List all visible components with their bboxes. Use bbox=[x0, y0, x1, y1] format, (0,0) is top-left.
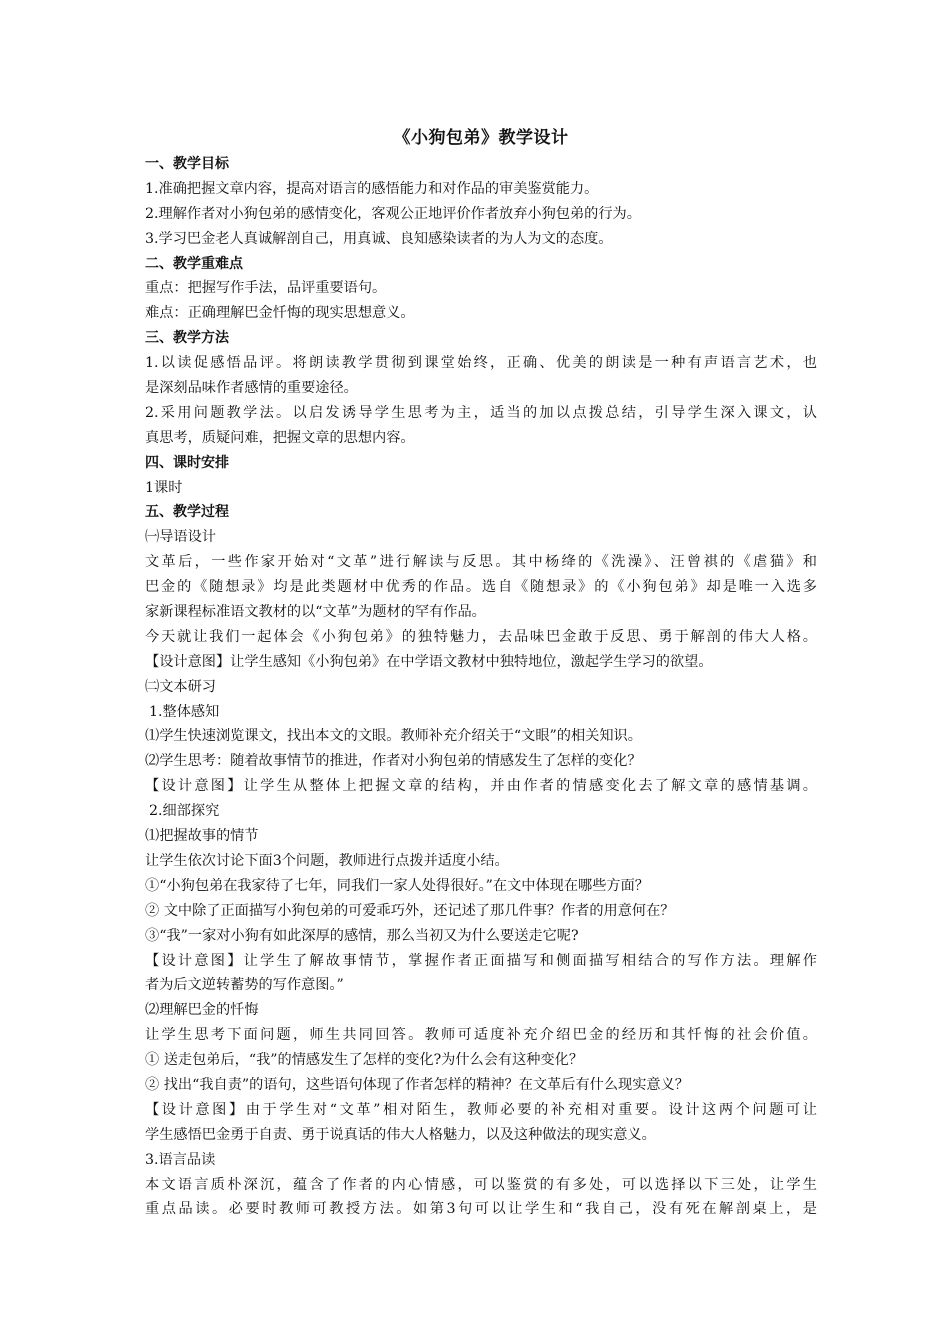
paragraph-line: 3.学习巴金老人真诚解剖自己，用真诚、良知感染读者的为人为文的态度。 bbox=[145, 230, 613, 247]
paragraph-line: 重点品读。必要时教师可教授方法。如第3句可以让学生和“我自己，没有死在解剖桌上，是 bbox=[145, 1201, 817, 1218]
paragraph-line: 【设计意图】由于学生对“文革”相对陌生，教师必要的补充相对重要。设计这两个问题可让 bbox=[145, 1101, 817, 1118]
paragraph-line: 今天就让我们一起体会《小狗包弟》的独特魅力，去品味巴金敢于反思、勇于解剖的伟大人格。 bbox=[145, 628, 817, 645]
paragraph-line: 1.整体感知 bbox=[149, 703, 220, 720]
paragraph-line: ① 送走包弟后，“我”的情感发生了怎样的变化?为什么会有这种变化？ bbox=[145, 1052, 584, 1069]
paragraph-line: 1课时 bbox=[145, 479, 183, 496]
section-heading: 五、教学过程 bbox=[145, 504, 229, 521]
paragraph-line: ⑴把握故事的情节 bbox=[145, 828, 259, 845]
section-heading: 三、教学方法 bbox=[145, 330, 229, 347]
paragraph-line: 让学生依次讨论下面3个问题，教师进行点拨并适度小结。 bbox=[145, 852, 509, 869]
document-page bbox=[145, 126, 817, 1222]
paragraph-line: 巴金的《随想录》均是此类题材中优秀的作品。选自《随想录》的《小狗包弟》却是唯一入选多 bbox=[145, 579, 817, 596]
paragraph-line: 本文语言质朴深沉，蕴含了作者的内心情感，可以鉴赏的有多处，可以选择以下三处，让学生 bbox=[145, 1176, 817, 1193]
section-heading: 二、教学重难点 bbox=[145, 255, 243, 272]
paragraph-line: 让学生思考下面问题，师生共同回答。教师可适度补充介绍巴金的经历和其忏悔的社会价值。 bbox=[145, 1027, 817, 1044]
paragraph-line: 真思考，质疑问难，把握文章的思想内容。 bbox=[145, 429, 415, 446]
paragraph-line: 【设计意图】让学生感知《小狗包弟》在中学语文教材中独特地位，激起学生学习的欲望。 bbox=[145, 653, 713, 670]
paragraph-line: ⑴学生快速浏览课文，找出本文的文眼。教师补充介绍关于“文眼”的相关知识。 bbox=[145, 728, 642, 745]
paragraph-line: ㈠导语设计 bbox=[145, 529, 216, 546]
paragraph-line: 是深刻品味作者感情的重要途径。 bbox=[145, 380, 358, 397]
paragraph-line: 2.采用问题教学法。以启发诱导学生思考为主，适当的加以点拨总结，引导学生深入课文，认 bbox=[145, 404, 817, 421]
section-heading: 四、课时安排 bbox=[145, 454, 229, 471]
paragraph-line: 2.细部探究 bbox=[149, 803, 220, 820]
document-title: 《小狗包弟》教学设计 bbox=[393, 128, 569, 148]
paragraph-line: 学生感悟巴金勇于自责、勇于说真话的伟大人格魅力，以及这种做法的现实意义。 bbox=[145, 1126, 656, 1143]
paragraph-line: 【设计意图】让学生从整体上把握文章的结构，并由作者的情感变化去了解文章的感情基调。 bbox=[145, 778, 817, 795]
document-body bbox=[145, 152, 817, 1222]
paragraph-line: 者为后文逆转蓄势的写作意图。” bbox=[145, 977, 344, 994]
paragraph-line: 1.以读促感悟品评。将朗读教学贯彻到课堂始终，正确、优美的朗读是一种有声语言艺术，也 bbox=[145, 355, 817, 372]
paragraph-line: ② 找出“我自责”的语句，这些语句体现了作者怎样的精神？在文革后有什么现实意义？ bbox=[145, 1076, 689, 1093]
section-heading: 一、教学目标 bbox=[145, 156, 229, 172]
paragraph-line: 2.理解作者对小狗包弟的感情变化，客观公正地评价作者放弃小狗包弟的行为。 bbox=[145, 205, 641, 222]
paragraph-line: 重点：把握写作手法，品评重要语句。 bbox=[145, 280, 387, 297]
paragraph-line: 3.语言品读 bbox=[145, 1151, 216, 1168]
paragraph-line: ①“小狗包弟在我家待了七年，同我们一家人处得很好。”在文中体现在哪些方面？ bbox=[145, 877, 649, 894]
paragraph-line: 家新课程标准语文教材的以“文革”为题材的罕有作品。 bbox=[145, 604, 486, 621]
paragraph-line: ⑵理解巴金的忏悔 bbox=[145, 1002, 259, 1019]
paragraph-line: ③“我”一家对小狗有如此深厚的感情，那么当初又为什么要送走它呢? bbox=[145, 927, 579, 944]
paragraph-line: ⑵学生思考：随着故事情节的推进，作者对小狗包弟的情感发生了怎样的变化？ bbox=[145, 753, 642, 770]
paragraph-line: ㈡文本研习 bbox=[145, 678, 216, 695]
paragraph-line: 文革后，一些作家开始对“文革”进行解读与反思。其中杨绛的《洗澡》、汪曾祺的《虐猫》和 bbox=[145, 554, 817, 571]
paragraph-line: ② 文中除了正面描写小狗包弟的可爱乖巧外，还记述了那几件事？作者的用意何在？ bbox=[145, 902, 675, 919]
paragraph-line: 【设计意图】让学生了解故事情节，掌握作者正面描写和侧面描写相结合的写作方法。理解作 bbox=[145, 952, 817, 969]
paragraph-line: 1.准确把握文章内容，提高对语言的感悟能力和对作品的审美鉴赏能力。 bbox=[145, 180, 599, 197]
paragraph-line: 难点：正确理解巴金忏悔的现实思想意义。 bbox=[145, 305, 415, 322]
